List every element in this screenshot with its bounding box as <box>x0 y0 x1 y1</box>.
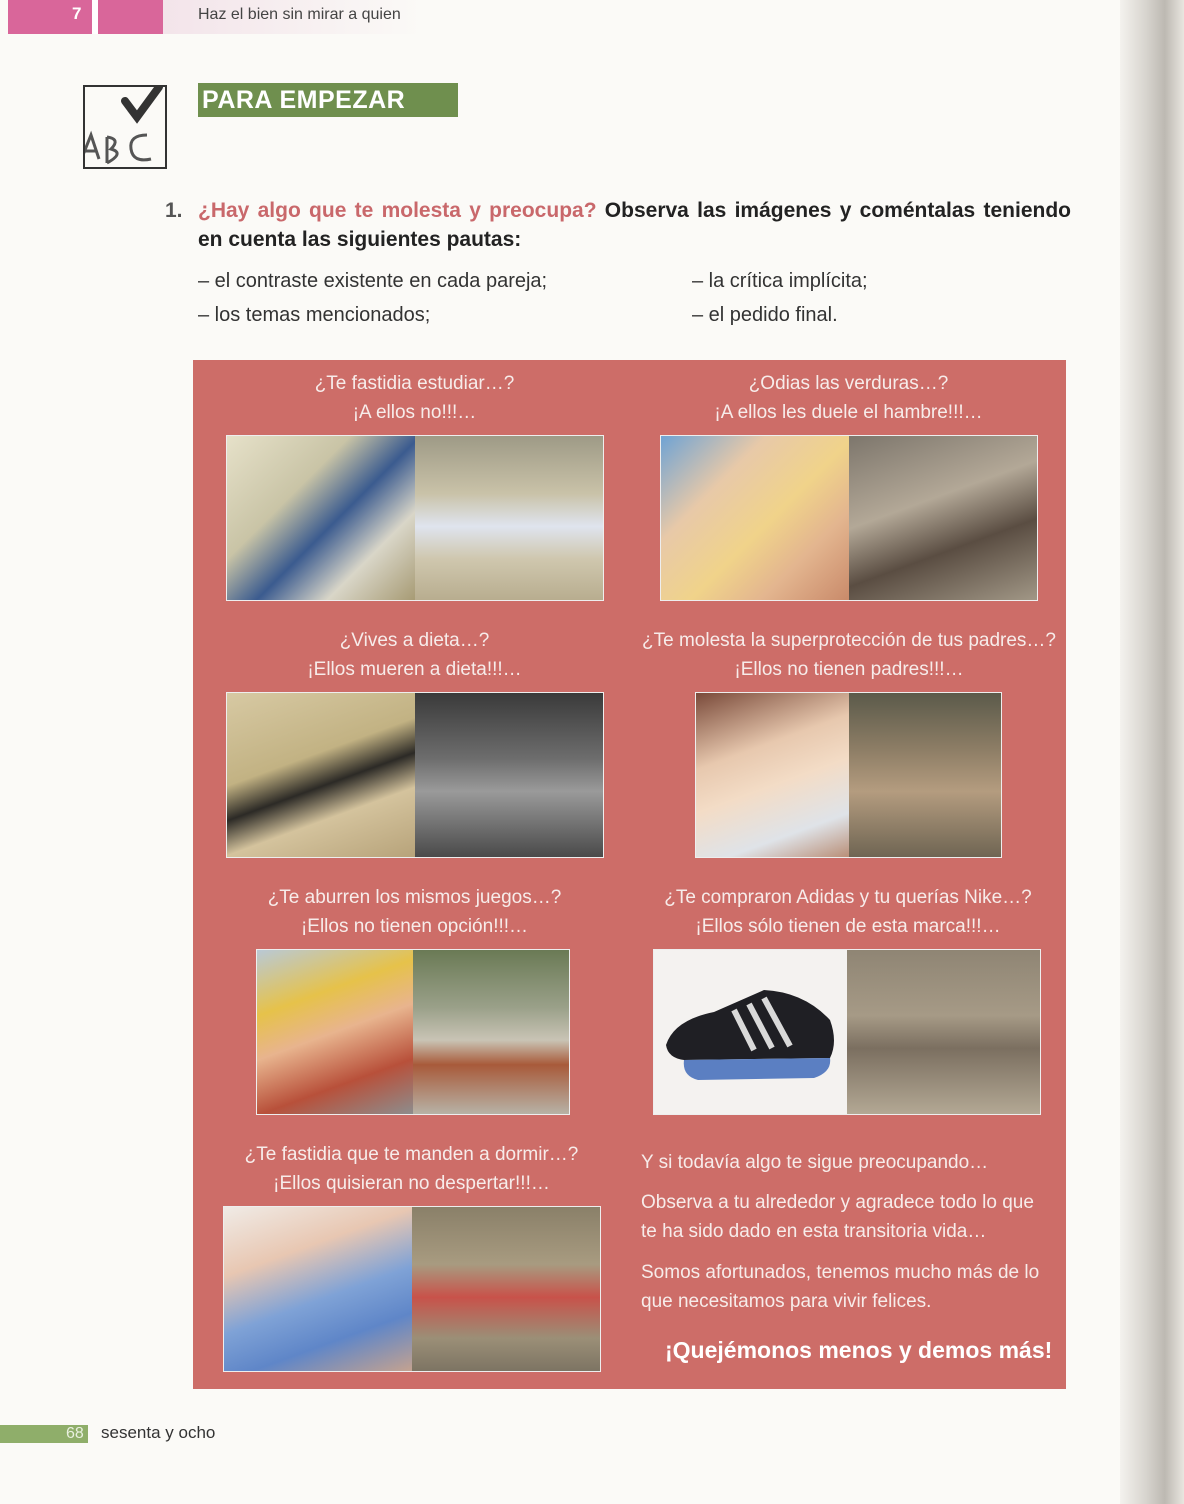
photo-wagon-play <box>257 950 413 1114</box>
photo-sleeping-girl <box>224 1207 412 1371</box>
caption-question: ¿Te compraron Adidas y tu querías Nike…? <box>664 887 1032 908</box>
question-body: Observa las imágenes y coméntalas teniendo en cuenta las siguientes pautas: <box>198 199 1071 251</box>
caption-answer: ¡Ellos no tienen opción!!!… <box>300 916 529 937</box>
page-number-words: sesenta y ocho <box>101 1423 216 1442</box>
photo-hungry-kids <box>849 436 1037 600</box>
chapter-title: Haz el bien sin mirar a quien <box>198 6 401 23</box>
photo-pair-1 <box>226 435 604 601</box>
guideline-left-1: – el contraste existente en cada pareja; <box>198 270 548 292</box>
chapter-divider <box>92 0 98 34</box>
photo-pair-5 <box>256 949 570 1115</box>
photo-baby <box>696 693 849 857</box>
caption-pair-7 <box>223 1140 600 1198</box>
chapter-number: 7 <box>72 4 82 23</box>
page-number: 68 <box>66 1425 84 1442</box>
caption-pair-4 <box>620 626 1078 684</box>
caption-question: ¿Te fastidia que te manden a dormir…? <box>244 1144 579 1165</box>
photo-sneaker <box>654 950 847 1114</box>
caption-answer: ¡Ellos no tienen padres!!!… <box>734 659 964 680</box>
guideline-right-2: – el pedido final. <box>692 304 838 326</box>
caption-question: ¿Te aburren los mismos juegos…? <box>267 887 562 908</box>
closing-line-3: Somos afortunados, tenemos mucho más de lo que necesitamos para vivir felices. <box>641 1262 1040 1312</box>
question-highlight: ¿Hay algo que te molesta y preocupa? <box>198 199 597 222</box>
guideline-right-1: – la crítica implícita; <box>692 270 868 292</box>
photo-pair-3 <box>226 692 604 858</box>
abc-check-icon <box>83 85 167 169</box>
photo-outdoor-school <box>415 436 603 600</box>
caption-pair-6 <box>640 883 1056 941</box>
photo-pair-7 <box>223 1206 601 1372</box>
photo-starving-child <box>415 693 603 857</box>
closing-slogan: ¡Quejémonos menos y demos más! <box>665 1337 1053 1363</box>
caption-question: ¿Te fastidia estudiar…? <box>314 373 515 394</box>
photo-pair-4 <box>695 692 1002 858</box>
caption-question: ¿Odias las verduras…? <box>748 373 949 394</box>
photo-pair-6 <box>653 949 1041 1115</box>
photo-computer-class <box>227 436 415 600</box>
photo-tire-play <box>413 950 569 1114</box>
caption-answer: ¡A ellos les duele el hambre!!!… <box>714 402 983 423</box>
caption-pair-1 <box>226 369 603 427</box>
caption-pair-5 <box>226 883 603 941</box>
caption-answer: ¡Ellos mueren a dieta!!!… <box>307 659 522 680</box>
photo-smiling-kids <box>661 436 849 600</box>
closing-line-2: Observa a tu alrededor y agradece todo lo que te ha sido dado en esta transitoria vida… <box>641 1192 1034 1242</box>
question-number: 1. <box>165 199 183 222</box>
book-gutter <box>1120 0 1184 1504</box>
photo-orphans <box>849 693 1002 857</box>
photo-overweight-child <box>227 693 415 857</box>
caption-pair-3 <box>226 626 603 684</box>
section-title: PARA EMPEZAR <box>198 83 458 117</box>
photo-pair-2 <box>660 435 1038 601</box>
caption-answer: ¡A ellos no!!!… <box>352 402 477 423</box>
caption-pair-2 <box>660 369 1037 427</box>
caption-answer: ¡Ellos sólo tienen de esta marca!!!… <box>695 916 1001 937</box>
photo-child-on-ground <box>412 1207 600 1371</box>
exercise-question <box>165 196 1071 254</box>
caption-question: ¿Te molesta la superprotección de tus padres…? <box>642 630 1056 651</box>
chapter-strip <box>8 0 163 34</box>
closing-line-1: Y si todavía algo te sigue preocupando… <box>641 1152 989 1173</box>
caption-question: ¿Vives a dieta…? <box>339 630 490 651</box>
caption-answer: ¡Ellos quisieran no despertar!!!… <box>273 1173 550 1194</box>
photo-bare-feet <box>847 950 1040 1114</box>
guideline-left-2: – los temas mencionados; <box>198 304 431 326</box>
